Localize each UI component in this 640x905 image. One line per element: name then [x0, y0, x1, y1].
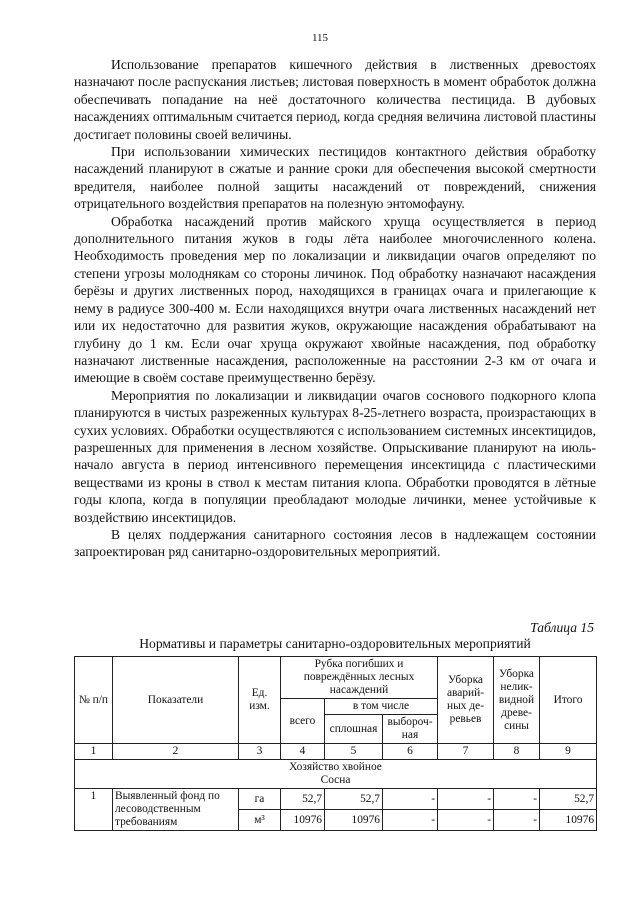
cell-debris: -: [494, 810, 540, 831]
column-number: 9: [540, 744, 597, 760]
header-unit: Ед. изм.: [239, 657, 281, 744]
column-number: 4: [281, 744, 325, 760]
paragraph: В целях поддержания санитарного состояния лесов в надлежащем состоянии запроектирован ряд санитарно-оздоровительных мероприятий.: [74, 526, 596, 560]
header-sum: Итого: [540, 657, 597, 744]
column-number: 1: [75, 744, 113, 760]
column-number: 2: [113, 744, 239, 760]
column-number: 6: [383, 744, 438, 760]
cell-unit: м³: [239, 810, 281, 831]
row-number: 1: [75, 789, 113, 831]
column-number: 7: [438, 744, 494, 760]
column-number: 8: [494, 744, 540, 760]
header-solid: сплошная: [325, 715, 383, 744]
cell-solid: 10976: [325, 810, 383, 831]
cell-selective: -: [383, 789, 438, 810]
paragraph: Обработка насаждений против майского хруща осуществляется в период дополнительного питания жуков в годы лёта наиболее многочисленного колена. Необходимость проведения мер по локализации и ликвидации очагов определяют по степени угрозы молоднякам со стороны личинок. Под обработку назначают насаждения берёзы и других лиственных пород, находящихся в границах очага и прилегающие к нему в радиусе 300-400 м. Если находящихся внутри очага лиственных насаждений нет или их недостаточно для развития жуков, окружающие насаждения обрабатывают на глубину до 1 км. Если очаг хруща окружают хвойные насаждения, под обработку назначают лиственные насаждения, расположенные на расстоянии 2-3 км от очага и имеющие в своём составе преимущественно берёзу.: [74, 213, 596, 386]
section-header: [75, 760, 597, 789]
cell-windfall: -: [438, 789, 494, 810]
header-indicators: Показатели: [113, 657, 239, 744]
paragraph: Мероприятия по локализации и ликвидации очагов соснового подкорного клопа планируются в чистых разреженных культурах 8-25-летнего возраста, произрастающих в сухих условиях. Обработки осуществляются с использованием системных инсектицидов, разрешенных для применения в лесном хозяйстве. Опрыскивание планируют на июль-начало августа в период интенсивного перемещения инсектицида с пластическими веществами из кроны в ствол к местам питания клопа. Обработки проводятся в лётные годы клопа, когда в популяции преобладают молодые личинки, менее устойчивые к воздействию инсектицидов.: [74, 387, 596, 525]
body-text: [74, 56, 596, 561]
header-windfall: Уборка аварий-ных де-ревьев: [438, 657, 494, 744]
cell-unit: га: [239, 789, 281, 810]
cell-sum: 52,7: [540, 789, 597, 810]
table-row: [75, 789, 597, 810]
header-felling: Рубка погибших и повреждённых лесных насаждений: [281, 657, 438, 699]
column-number: 5: [325, 744, 383, 760]
column-number-row: [75, 744, 597, 760]
cell-windfall: -: [438, 810, 494, 831]
cell-selective: -: [383, 810, 438, 831]
cell-solid: 52,7: [325, 789, 383, 810]
table-title: Нормативы и параметры санитарно-оздоровительных мероприятий: [139, 636, 531, 651]
section-title: Хозяйство хвойное: [289, 761, 382, 773]
table-label: Таблица 15: [530, 620, 594, 635]
header-selective: выбороч-ная: [383, 715, 438, 744]
column-number: 3: [239, 744, 281, 760]
header-number: № п/п: [75, 657, 113, 744]
row-label: Выявленный фонд по лесоводственным требованиям: [113, 789, 239, 831]
subsection-title: Сосна: [320, 774, 351, 786]
cell-sum: 10976: [540, 810, 597, 831]
paragraph: При использовании химических пестицидов контактного действия обработку насаждений планируют в сжатые и ранние сроки для обеспечения высокой смертности вредителя, наиболее полной защиты насаждений от повреждений, снижения отрицательного воздействия препаратов на полезную энтомофауну.: [74, 144, 596, 212]
header-debris: Уборка нелик-видной древе-сины: [494, 657, 540, 744]
cell-total: 52,7: [281, 789, 325, 810]
cell-total: 10976: [281, 810, 325, 831]
cell-debris: -: [494, 789, 540, 810]
header-including: в том числе: [325, 699, 438, 715]
page-number: 115: [311, 32, 329, 44]
header-total: всего: [281, 699, 325, 744]
sanitary-measures-table: [74, 656, 597, 831]
paragraph: Использование препаратов кишечного действия в лиственных древостоях назначают после распускания листьев; листовая поверхность в момент обработок должна обеспечивать попадание на неё достаточного количества пестицида. В дубовых насаждениях оптимальным считается период, когда средняя величина листовой пластины достигает половины своей величины.: [74, 57, 596, 142]
